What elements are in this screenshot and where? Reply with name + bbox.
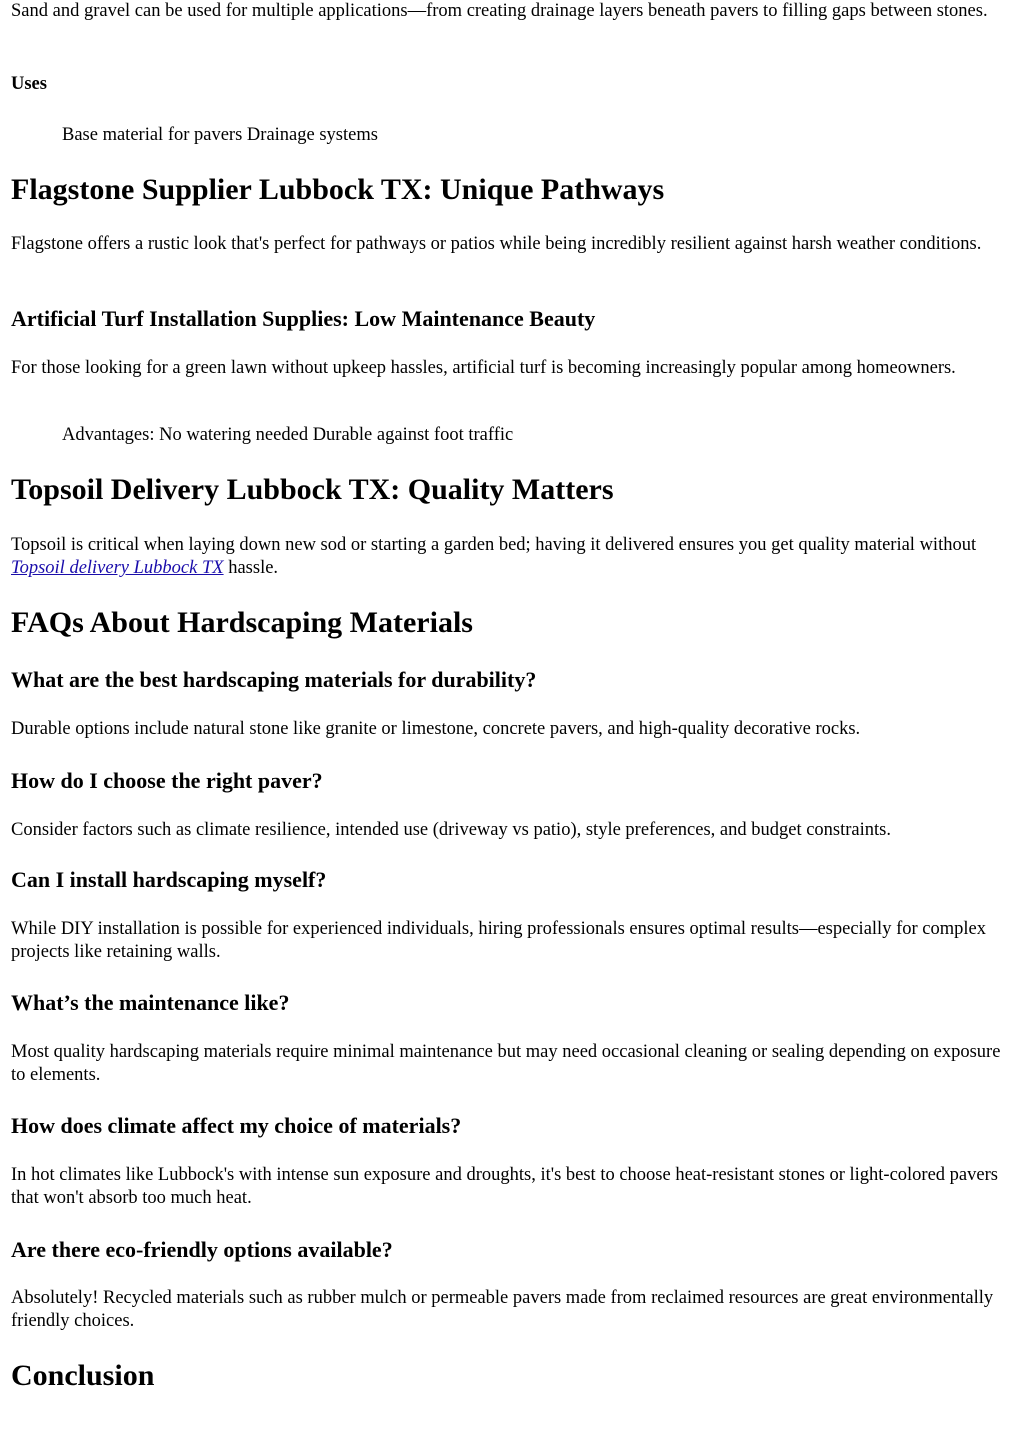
- faq-answer: Consider factors such as climate resilience, intended use (driveway vs patio), style preferences, and budget constraints.: [11, 820, 891, 840]
- turf-heading: Artificial Turf Installation Supplies: Low Maintenance Beauty: [11, 306, 596, 331]
- conclusion-heading: Conclusion: [11, 1359, 155, 1392]
- faq-answer: In hot climates like Lubbock's with intense sun exposure and droughts, it's best to choose heat-resistant stones or light-colored pavers that won't absorb too much heat.: [11, 1165, 998, 1208]
- flagstone-heading: Flagstone Supplier Lubbock TX: Unique Pathways: [11, 173, 665, 206]
- faq-question: How do I choose the right paver?: [11, 768, 323, 793]
- flagstone-paragraph: Flagstone offers a rustic look that's perfect for pathways or patios while being incredibly resilient against harsh weather conditions.: [11, 234, 982, 254]
- turf-advantages: Advantages: No watering needed Durable against foot traffic: [62, 425, 514, 445]
- turf-paragraph: For those looking for a green lawn without upkeep hassles, artificial turf is becoming increasingly popular among homeowners.: [11, 358, 956, 378]
- faqs-heading: FAQs About Hardscaping Materials: [11, 606, 473, 639]
- faq-question: What’s the maintenance like?: [11, 990, 290, 1015]
- faq-question: Are there eco-friendly options available?: [11, 1237, 393, 1262]
- faq-question: How does climate affect my choice of materials?: [11, 1113, 462, 1138]
- topsoil-text-before: Topsoil is critical when laying down new sod or starting a garden bed; having it delivered ensures you get quality material without: [11, 535, 977, 555]
- faq-question: What are the best hardscaping materials for durability?: [11, 667, 537, 692]
- topsoil-delivery-link[interactable]: Topsoil delivery Lubbock TX: [11, 558, 224, 578]
- topsoil-text-after: hassle.: [223, 558, 279, 578]
- topsoil-heading: Topsoil Delivery Lubbock TX: Quality Matters: [11, 473, 614, 506]
- intro-paragraph: Sand and gravel can be used for multiple applications—from creating drainage layers beneath pavers to filling gaps between stones.: [11, 1, 988, 21]
- faq-answer: Absolutely! Recycled materials such as rubber mulch or permeable pavers made from reclaimed resources are great environmentally friendly choices.: [11, 1288, 994, 1331]
- uses-heading: Uses: [11, 74, 47, 94]
- faq-question: Can I install hardscaping myself?: [11, 867, 327, 892]
- faq-answer: While DIY installation is possible for experienced individuals, hiring professionals ensures optimal results—especially for complex projects like retaining walls.: [11, 919, 986, 962]
- faq-answer: Most quality hardscaping materials require minimal maintenance but may need occasional cleaning or sealing depending on exposure to elements.: [11, 1042, 1001, 1085]
- uses-list: Base material for pavers Drainage systems: [62, 125, 378, 145]
- topsoil-paragraph: [11, 534, 1011, 580]
- faq-answer: Durable options include natural stone like granite or limestone, concrete pavers, and high-quality decorative rocks.: [11, 719, 861, 739]
